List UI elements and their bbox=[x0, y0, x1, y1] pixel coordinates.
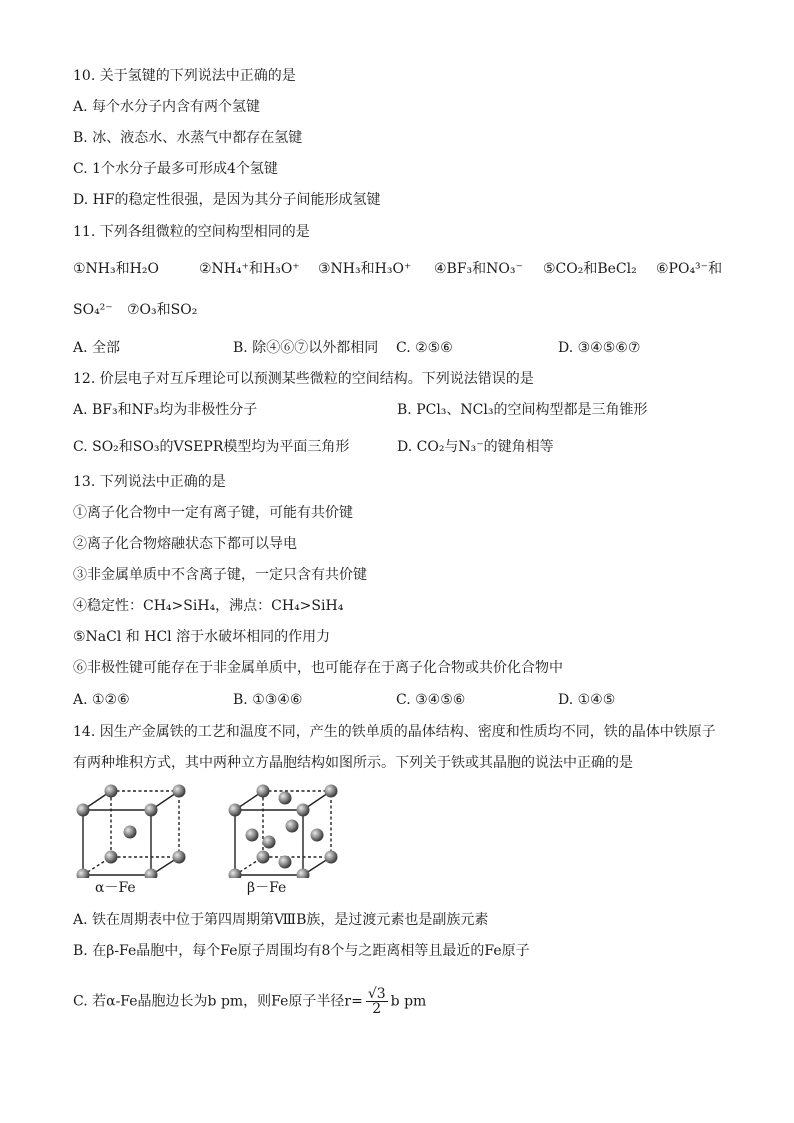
q10-option-a: A. 每个水分子内含有两个氢键 bbox=[73, 99, 261, 115]
q12-option-a: A. BF₃和NF₃均为非极性分子 bbox=[73, 402, 258, 418]
q11-stem: 11. 下列各组微粒的空间构型相同的是 bbox=[73, 224, 310, 240]
q14-stem-line-2: 有两种堆积方式，其中两种立方晶胞结构如图所示。下列关于铁或其晶胞的说法中正确的是 bbox=[73, 755, 633, 771]
q13-option-c: C. ③④⑤⑥ bbox=[396, 692, 466, 708]
q13-option-b: B. ①③④⑥ bbox=[233, 692, 303, 708]
q11-option-b: B. 除④⑥⑦以外都相同 bbox=[233, 340, 379, 356]
q13-item-6: ⑥非极性键可能存在于非金属单质中，也可能存在于离子化合物或共价化合物中 bbox=[73, 660, 563, 676]
q12-stem: 12. 价层电子对互斥理论可以预测某些微粒的空间结构。下列说法错误的是 bbox=[73, 371, 534, 387]
q11-item-1: ①NH₃和H₂O bbox=[73, 261, 159, 277]
q14-option-c bbox=[73, 987, 426, 1016]
q13-item-4: ④稳定性：CH₄>SiH₄，沸点：CH₄>SiH₄ bbox=[73, 598, 344, 614]
q10-option-d: D. HF的稳定性很强，是因为其分子间能形成氢键 bbox=[73, 192, 381, 208]
fraction-denominator: 2 bbox=[372, 1001, 382, 1017]
q13-item-5: ⑤NaCl 和 HCl 溶于水破坏相同的作用力 bbox=[73, 629, 331, 645]
q11-item-4: ④BF₃和NO₃⁻ bbox=[434, 261, 523, 277]
q12-option-c: C. SO₂和SO₃的VSEPR模型均为平面三角形 bbox=[73, 439, 350, 455]
beta-fe-label: β－Fe bbox=[247, 880, 287, 896]
q13-item-1: ①离子化合物中一定有离子键，可能有共价键 bbox=[73, 505, 353, 521]
q10-option-c: C. 1个水分子最多可形成4个氢键 bbox=[73, 161, 278, 177]
q11-item-3: ③NH₃和H₃O⁺ bbox=[318, 261, 412, 277]
q10-option-b: B. 冰、液态水、水蒸气中都存在氢键 bbox=[73, 130, 303, 146]
beta-fe-unit-cell bbox=[218, 782, 348, 878]
q11-item-7: ⑦O₃和SO₂ bbox=[127, 302, 198, 318]
q11-item-5: ⑤CO₂和BeCl₂ bbox=[543, 261, 637, 277]
q13-option-d: D. ①④⑤ bbox=[558, 692, 616, 708]
q11-item-6-cont: SO₄²⁻ bbox=[73, 302, 113, 318]
q11-option-a: A. 全部 bbox=[73, 340, 121, 356]
q12-option-b: B. PCl₃、NCl₃的空间构型都是三角锥形 bbox=[397, 402, 648, 418]
alpha-fe-unit-cell bbox=[66, 782, 196, 878]
q14-option-a: A. 铁在周期表中位于第四周期第ⅧB族，是过渡元素也是副族元素 bbox=[73, 912, 489, 928]
q13-stem: 13. 下列说法中正确的是 bbox=[73, 474, 226, 490]
alpha-fe-label: α－Fe bbox=[95, 880, 136, 896]
q14-option-c-unit: b pm bbox=[390, 993, 427, 1010]
q10-stem: 10. 关于氢键的下列说法中正确的是 bbox=[73, 68, 296, 84]
q11-option-d: D. ③④⑤⑥⑦ bbox=[558, 340, 641, 356]
q14-stem-line-1: 14. 因生产金属铁的工艺和温度不同，产生的铁单质的晶体结构、密度和性质均不同，铁的晶体中铁原子 bbox=[73, 724, 716, 740]
fraction-numerator: √3 bbox=[367, 986, 386, 1002]
q13-item-3: ③非金属单质中不含离子键，一定只含有共价键 bbox=[73, 567, 367, 583]
q14-option-b: B. 在β-Fe晶胞中，每个Fe原子周围均有8个与之距离相等且最近的Fe原子 bbox=[73, 943, 530, 959]
q12-option-d: D. CO₂与N₃⁻的键角相等 bbox=[397, 439, 554, 455]
q13-item-2: ②离子化合物熔融状态下都可以导电 bbox=[73, 536, 297, 552]
q14-option-c-text: C. 若α-Fe晶胞边长为b pm，则Fe原子半径r= bbox=[73, 993, 363, 1010]
sqrt3-over-2-fraction bbox=[366, 987, 388, 1016]
q11-option-c: C. ②⑤⑥ bbox=[396, 340, 453, 356]
q11-item-6: ⑥PO₄³⁻和 bbox=[656, 261, 723, 277]
q13-option-a: A. ①②⑥ bbox=[73, 692, 130, 708]
q11-item-2: ②NH₄⁺和H₃O⁺ bbox=[199, 261, 300, 277]
